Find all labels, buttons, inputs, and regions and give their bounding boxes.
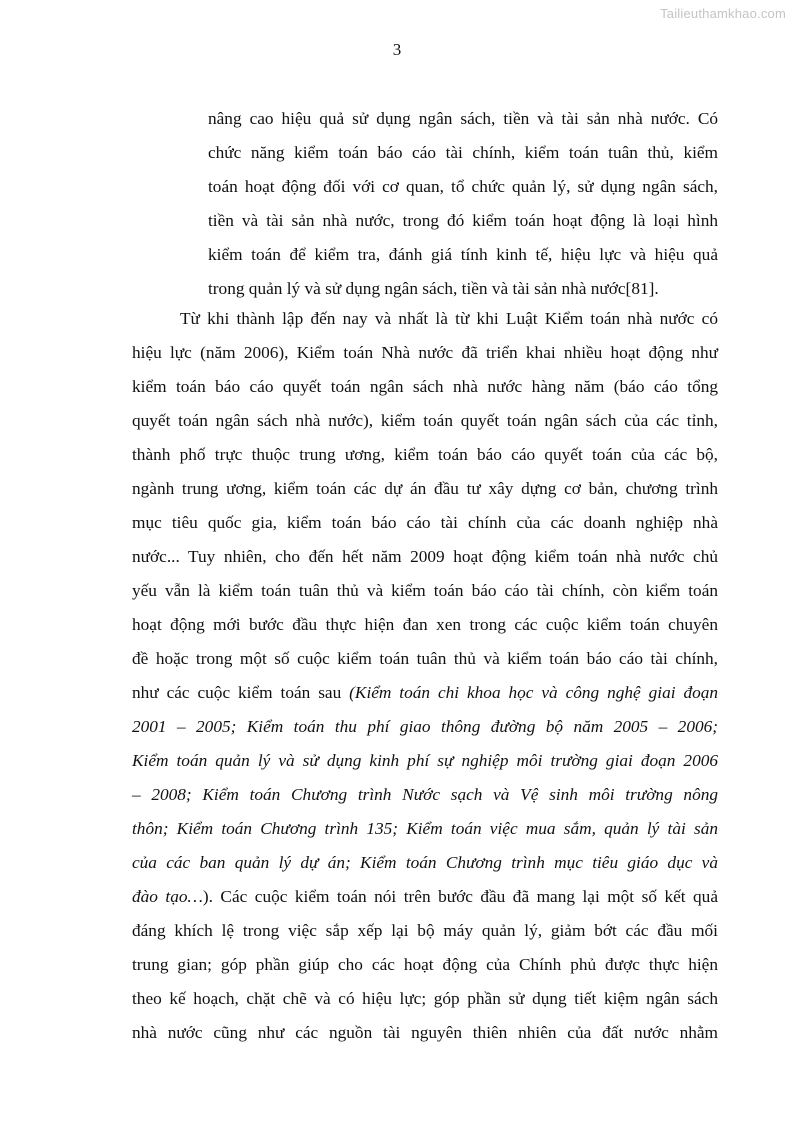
body-paragraph — [132, 302, 718, 1050]
paragraph-line: Từ khi thành lập đến nay và nhất là từ khi Luật Kiểm toán nhà nước có — [180, 309, 718, 328]
quote-line: nâng cao hiệu quả sử dụng ngân sách, tiền và tài sản nhà nước. Có — [208, 109, 718, 128]
paragraph-line: ngành trung ương, kiểm toán các dự án đầu tư xây dựng cơ bản, chương trình — [132, 479, 718, 498]
paragraph-text: như các cuộc kiểm toán sau — [132, 683, 350, 702]
italic-list-line: thôn; Kiểm toán Chương trình 135; Kiểm toán việc mua sắm, quản lý tài sản — [132, 819, 718, 838]
quote-line: kiểm toán để kiểm tra, đánh giá tính kinh tế, hiệu lực và hiệu quả — [208, 245, 718, 264]
italic-list-line: – 2008; Kiểm toán Chương trình Nước sạch và Vệ sinh môi trường nông — [132, 785, 718, 804]
paragraph-line: nước... Tuy nhiên, cho đến hết năm 2009 hoạt động kiểm toán nhà nước chủ — [132, 547, 718, 566]
italic-list-text: (Kiểm toán chi khoa học và công nghệ giai đoạn — [349, 683, 719, 702]
paragraph-line: trung gian; góp phần giúp cho các hoạt động của Chính phủ được thực hiện — [132, 955, 718, 974]
paragraph-line: hoạt động mới bước đầu thực hiện đan xen trong các cuộc kiểm toán chuyên — [132, 615, 718, 634]
quote-line: toán hoạt động đối với cơ quan, tổ chức quản lý, sử dụng ngân sách, — [208, 177, 718, 196]
paragraph-line — [132, 676, 718, 710]
italic-list-line: 2001 – 2005; Kiểm toán thu phí giao thông đường bộ năm 2005 – 2006; — [132, 717, 718, 736]
paragraph-line: đề hoặc trong một số cuộc kiểm toán tuân thủ và kiểm toán báo cáo tài chính, — [132, 649, 718, 668]
paragraph-line: quyết toán ngân sách nhà nước), kiểm toán quyết toán ngân sách của các tỉnh, — [132, 411, 718, 430]
paragraph-line: yếu vẫn là kiểm toán tuân thủ và kiểm toán báo cáo tài chính, còn kiểm toán — [132, 581, 718, 600]
paragraph-line: nhà nước cũng như các nguồn tài nguyên thiên nhiên của đất nước nhằm — [132, 1023, 718, 1042]
italic-list-line: của các ban quản lý dự án; Kiểm toán Chương trình mục tiêu giáo dục và — [132, 853, 718, 872]
quote-line: tiền và tài sản nhà nước, trong đó kiểm toán hoạt động là loại hình — [208, 211, 718, 230]
italic-list-text: đào tạo… — [132, 887, 203, 906]
quote-line: trong quản lý và sử dụng ngân sách, tiền và tài sản nhà nước[81]. — [208, 279, 659, 298]
paragraph-line: thành phố trực thuộc trung ương, kiểm toán báo cáo quyết toán của các bộ, — [132, 445, 718, 464]
watermark: Tailieuthamkhao.com — [660, 6, 786, 21]
paragraph-line: theo kế hoạch, chặt chẽ và có hiệu lực; góp phần sử dụng tiết kiệm ngân sách — [132, 989, 718, 1008]
italic-list-line: Kiểm toán quản lý và sử dụng kinh phí sự nghiệp môi trường giai đoạn 2006 — [132, 751, 718, 770]
paragraph-line: đáng khích lệ trong việc sắp xếp lại bộ máy quản lý, giảm bớt các đầu mối — [132, 921, 718, 940]
page-number: 3 — [392, 40, 402, 59]
paragraph-text: ). Các cuộc kiểm toán nói trên bước đầu đã mang lại một số kết quả — [202, 887, 718, 906]
quote-line: chức năng kiểm toán báo cáo tài chính, kiểm toán tuân thủ, kiểm — [208, 143, 718, 162]
paragraph-line: kiểm toán báo cáo quyết toán ngân sách nhà nước hàng năm (báo cáo tổng — [132, 377, 718, 396]
paragraph-line: mục tiêu quốc gia, kiểm toán báo cáo tài chính của các doanh nghiệp nhà — [132, 513, 718, 532]
paragraph-line — [132, 880, 718, 914]
paragraph-line: hiệu lực (năm 2006), Kiểm toán Nhà nước đã triển khai nhiều hoạt động như — [132, 343, 718, 362]
indented-quote-block — [208, 102, 718, 306]
